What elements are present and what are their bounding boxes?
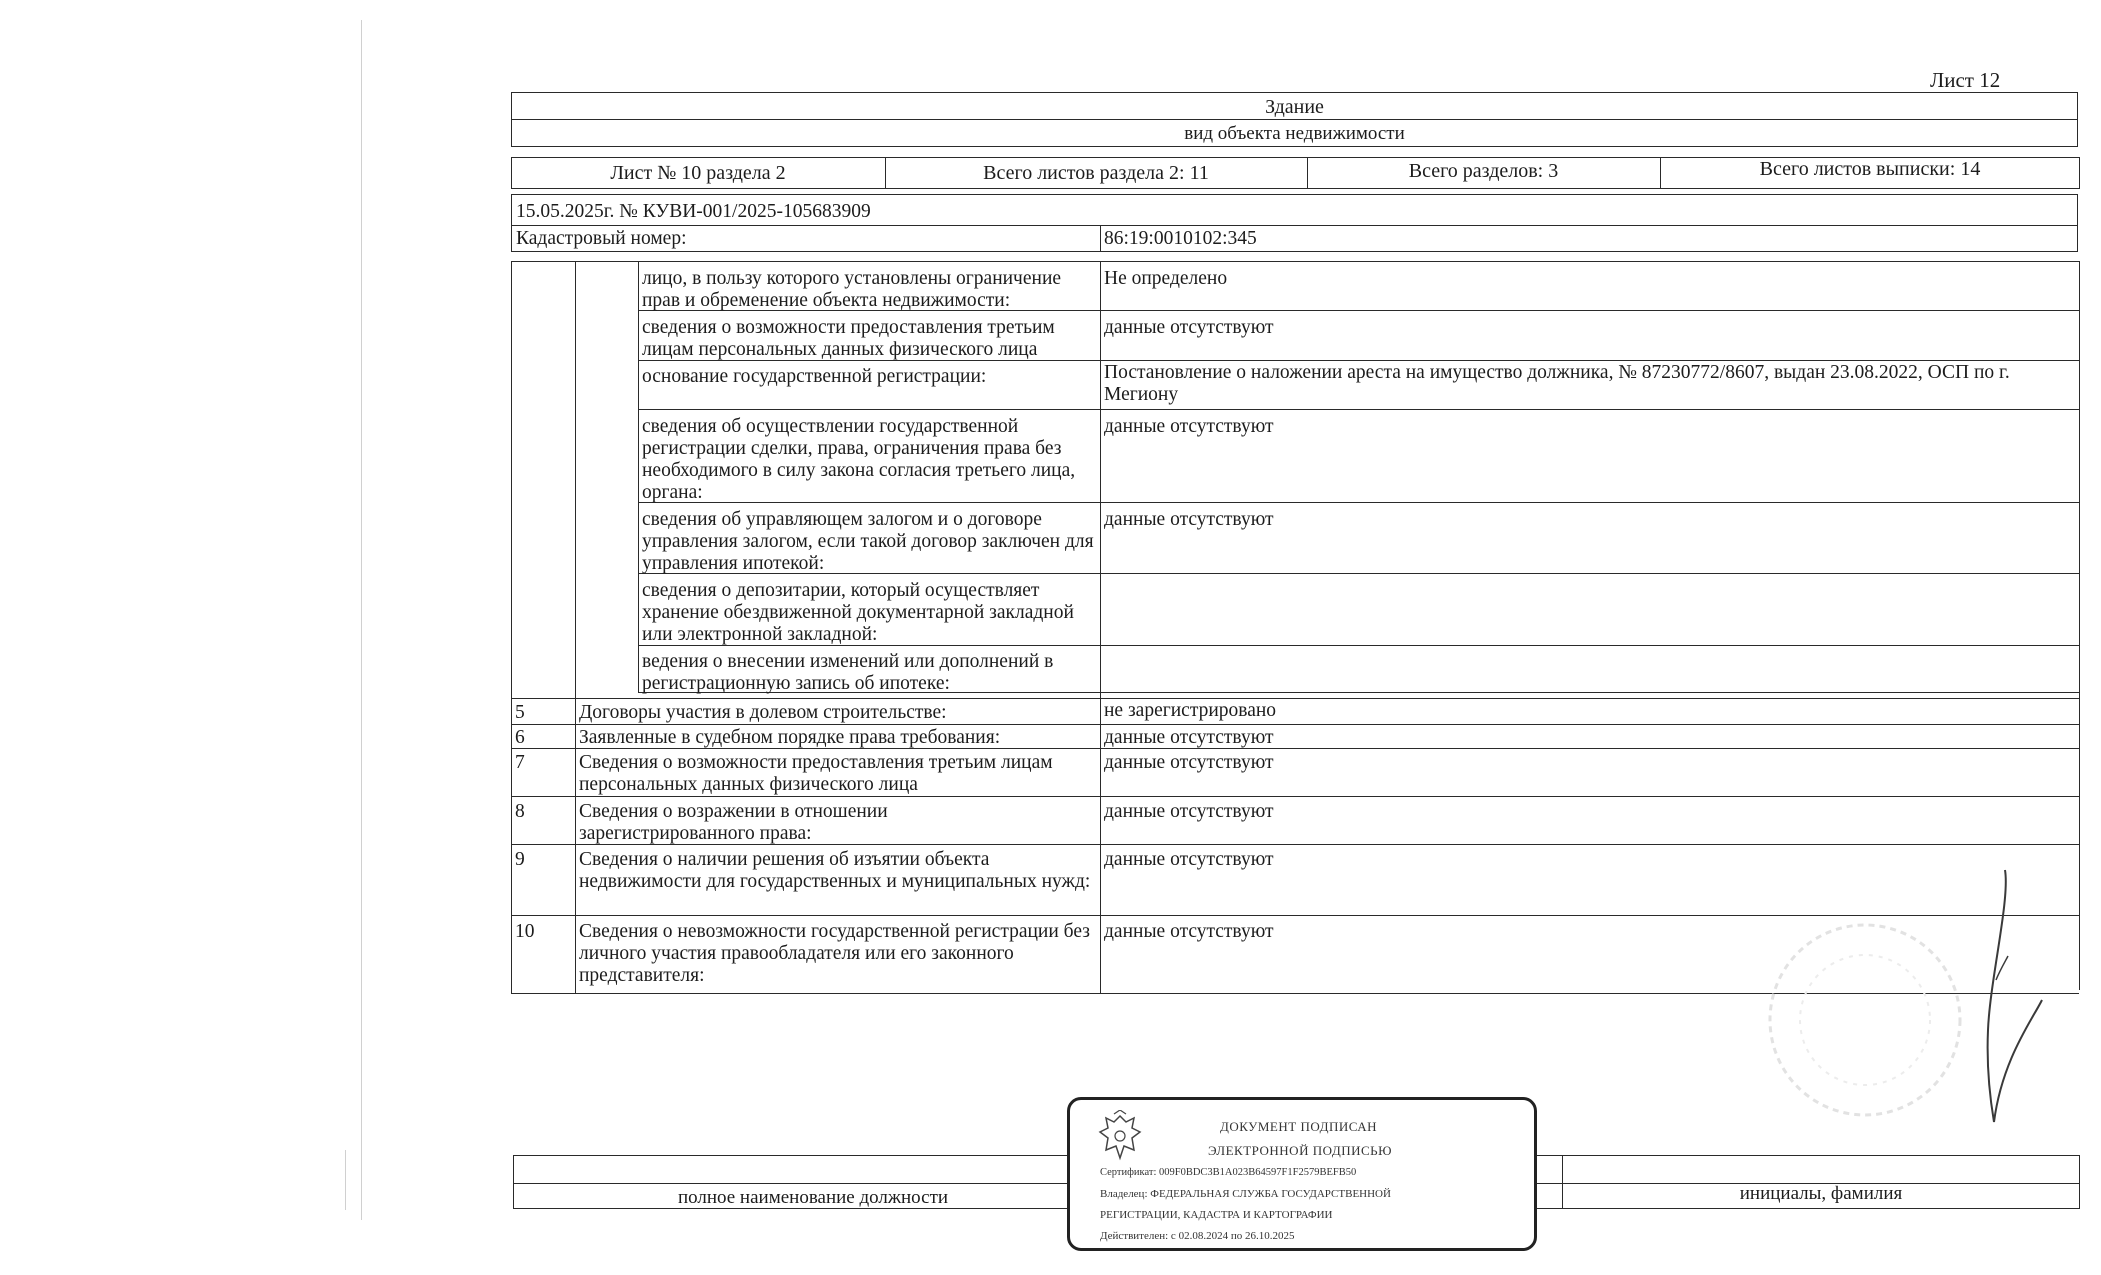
- stamp-validity: Действителен: с 02.08.2024 по 26.10.2025: [1100, 1230, 1295, 1242]
- sub-row-value: данные отсутствуют: [1104, 317, 1274, 338]
- row-value: данные отсутствуют: [1104, 921, 1274, 942]
- row-number: 7: [515, 752, 525, 773]
- object-kind-caption: вид объекта недвижимости: [1184, 123, 1405, 144]
- faint-seal-stamp: [1755, 910, 1975, 1130]
- row-value: данные отсутствуют: [1104, 801, 1274, 822]
- row-label: Договоры участия в долевом строительстве:: [579, 702, 947, 723]
- row-label: Сведения о наличии решения об изъятии объекта недвижимости для государственных и муниципальных нужд:: [579, 849, 1091, 892]
- row-label: Сведения о возможности предоставления третьим лицам персональных данных физического лица: [579, 752, 1053, 795]
- stamp-owner-line1: Владелец: ФЕДЕРАЛЬНАЯ СЛУЖБА ГОСУДАРСТВЕННОЙ: [1100, 1188, 1391, 1200]
- sub-row-label: сведения об управляющем залогом и о договоре управления залогом, если такой договор заключен для управления ипотекой:: [642, 509, 1094, 574]
- total-section-sheets: Всего листов раздела 2: 11: [983, 162, 1209, 184]
- position-caption: полное наименование должности: [677, 1187, 949, 1208]
- sub-row-value: Постановление о наложении ареста на имущество должника, № 87230772/8607, выдан 23.08.2022, ОСП по г. Мегиону: [1104, 362, 2010, 405]
- total-sections: Всего разделов: 3: [1408, 160, 1559, 182]
- row-number: 9: [515, 849, 525, 870]
- row-label: Сведения о невозможности государственной регистрации без личного участия правообладателя или его законного представителя:: [579, 921, 1090, 986]
- row-value: данные отсутствуют: [1104, 849, 1274, 870]
- sheet-of-section: Лист № 10 раздела 2: [610, 162, 786, 184]
- sub-row-label: сведения о депозитарии, который осуществляет хранение обездвиженной документарной закладной или электронной закладной:: [642, 580, 1074, 645]
- cadastral-number: 86:19:0010102:345: [1104, 228, 1257, 249]
- electronic-signature-stamp: [1067, 1097, 1537, 1251]
- sub-row-label: ведения о внесении изменений или дополнений в регистрационную запись об ипотеке:: [642, 651, 1054, 694]
- stamp-title-line1: ДОКУМЕНТ ПОДПИСАН: [1220, 1119, 1378, 1134]
- stamp-title-line2: ЭЛЕКТРОННОЙ ПОДПИСЬЮ: [1208, 1143, 1392, 1158]
- row-label: Заявленные в судебном порядке права требования:: [579, 727, 1001, 748]
- document-reference: 15.05.2025г. № КУВИ-001/2025-105683909: [516, 201, 871, 222]
- sub-row-value: данные отсутствуют: [1104, 509, 1274, 530]
- sub-row-label: основание государственной регистрации:: [642, 366, 987, 387]
- row-value: не зарегистрировано: [1104, 700, 1277, 721]
- row-number: 10: [515, 921, 535, 942]
- object-kind: Здание: [1265, 96, 1324, 118]
- stamp-certificate: Сертификат: 009F0BDC3B1A023B64597F1F2579BEFB50: [1100, 1167, 1357, 1178]
- row-value: данные отсутствуют: [1104, 752, 1274, 773]
- row-number: 8: [515, 801, 525, 822]
- cadastral-label: Кадастровый номер:: [516, 228, 687, 249]
- page-label: Лист 12: [1930, 68, 2001, 92]
- sub-row-value: данные отсутствуют: [1104, 416, 1274, 437]
- row-label: Сведения о возражении в отношении зарегистрированного права:: [579, 801, 888, 844]
- sub-row-label: сведения о возможности предоставления третьим лицам персональных данных физического лица: [642, 317, 1055, 360]
- coat-of-arms-icon: [1094, 1110, 1146, 1168]
- name-caption: инициалы, фамилия: [1739, 1183, 1903, 1204]
- sub-row-value: Не определено: [1104, 268, 1228, 289]
- total-extract-sheets: Всего листов выписки: 14: [1759, 158, 1981, 180]
- stamp-owner-line2: РЕГИСТРАЦИИ, КАДАСТРА И КАРТОГРАФИИ: [1100, 1209, 1333, 1221]
- row-number: 6: [515, 727, 525, 748]
- row-number: 5: [515, 702, 525, 723]
- sub-row-label: сведения об осуществлении государственной регистрации сделки, права, ограничения права без необходимого в силу закона согласия третьего лица, органа:: [642, 416, 1076, 503]
- sub-row-label: лицо, в пользу которого установлены ограничение прав и обременение объекта недвижимости:: [642, 268, 1062, 311]
- row-value: данные отсутствуют: [1104, 727, 1274, 748]
